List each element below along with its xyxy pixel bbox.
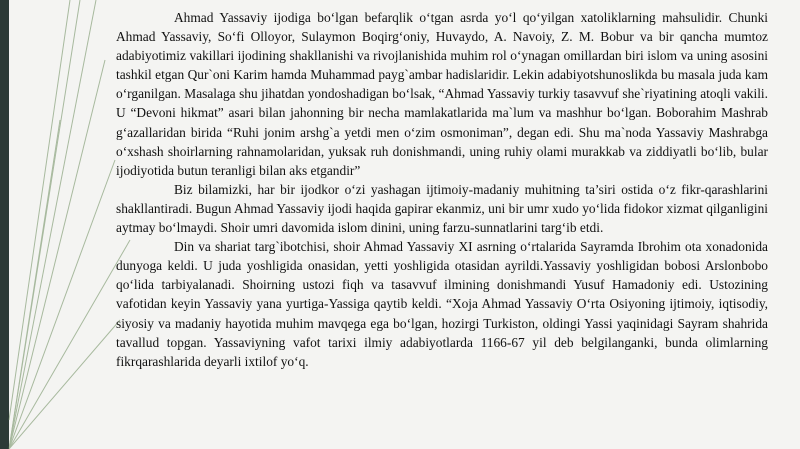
paragraph-3: Din va shariat targ`ibotchisi, shoir Ahmad Yassaviy XI asrning oʻrtalarida Sayramda Ibrohim ota xonadonida dunyoga keldi. U juda yoshligida onasidan, yetti yoshligida otasidan ayrildi.Yassaviy yoshligidan bobosi Arslonbobo qoʻlida tarbiyalanadi. Shoirning ustozi fiqh va tasavvuf ilmining donishmandi Yusuf Hamadoniy edi. Ustozining vafotidan keyin Yassaviy yana yurtiga-Yassiga qaytib keldi. “Xoja Ahmad Yassaviy Oʻrta Osiyoning ijtimoiy, iqtisodiy, siyosiy va madaniy hayotida muhim mavqega ega boʻlgan, hozirgi Turkiston, oldingi Yassi yaqinidagi Sayram shahrida tavallud topgan. Yassaviyning vafot tarixi ilmiy adabiyotlarda 1166-67 yil deb belgilanganki, bunda olimlarning fikrqarashlarida deyarli ixtilof yoʻq. [116, 239, 768, 369]
paragraph-2: Biz bilamizki, har bir ijodkor oʻzi yashagan ijtimoiy-madaniy muhitning ta’siri ostida oʻz fikr-qarashlarini shakllantiradi. Bugun Ahmad Yassaviy ijodi haqida gapirar ekanmiz, uni bir umr xudo yoʻlida fidokor xizmat qilganligini aytmay boʻlmaydi. Shoir umri davomida islom dinini, uning farzu-sunnatlarini targʻib etdi. [116, 181, 768, 236]
text-body [116, 8, 768, 371]
paragraph-1: Ahmad Yassaviy ijodiga boʻlgan befarqlik oʻtgan asrda yoʻl qoʻyilgan xatoliklarning mahsulidir. Chunki Ahmad Yassaviy, Soʻfi Olloyor, Sulaymon Boqirgʻoniy, Huvaydo, A. Navoiy, Z. M. Bobur va bir qancha mumtoz adabiyotimiz vakillari ijodining shakllanishi va rivojlanishida muhim rol oʻynagan omillardan biri islom va uning asosini tashkil etgan Qur`oni Karim hamda Muhammad payg`ambar hadislaridir. Lekin adabiyotshunoslikda bu masala juda kam oʻrganilgan. Masalaga shu jihatdan yondoshadigan boʻlsak, “Ahmad Yassaviy turkiy tasavvuf she`riyatining atoqli vakili. U “Devoni hikmat” asari bilan jahonning bir necha mamlakatlarida ma`lum va mashhur boʻlgan. Boborahim Mashrab gʻazallaridan birida “Ruhi jonim arshg`a yetdi men oʻzim osmoniman”, degan edi. Shu ma`noda Yassaviy Mashrabga oʻxshash shoirlarning rahnamolaridan, yuksak ruh donishmandi, uning ruhiy olami murakkab va ziddiyatli boʻlib, bular ijodiyotida butun teranligi bilan aks etgandir” [116, 10, 768, 178]
